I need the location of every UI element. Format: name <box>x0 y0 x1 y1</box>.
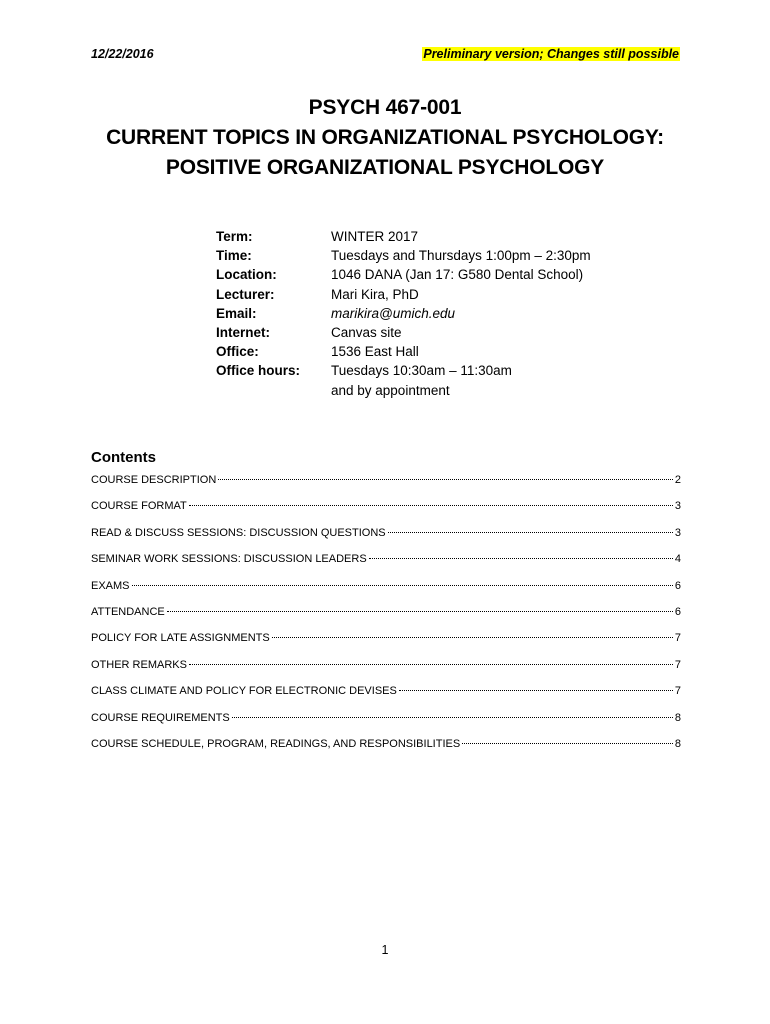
info-row <box>216 265 591 284</box>
info-label: Office hours: <box>216 363 301 379</box>
course-title-block <box>0 93 770 183</box>
toc-entry-title: COURSE REQUIREMENTS <box>91 711 230 724</box>
info-value: Tuesdays 10:30am – 11:30am <box>331 363 512 379</box>
toc-entry-page: 7 <box>674 658 681 671</box>
toc-entry[interactable] <box>91 735 681 761</box>
toc-dot-leader <box>189 664 673 665</box>
toc-entry[interactable] <box>91 577 681 603</box>
info-value: Canvas site <box>331 324 402 340</box>
toc-entry-page: 8 <box>674 711 681 724</box>
info-value: and by appointment <box>331 382 450 398</box>
toc-dot-leader <box>272 637 673 638</box>
toc-dot-leader <box>132 585 673 586</box>
toc-entry-page: 8 <box>674 737 681 750</box>
toc-dot-leader <box>218 479 673 480</box>
toc-entry-title: OTHER REMARKS <box>91 658 187 671</box>
info-label: Lecturer: <box>216 286 275 302</box>
info-row <box>216 361 591 380</box>
toc-dot-leader <box>399 690 673 691</box>
toc-dot-leader <box>388 532 673 533</box>
info-row <box>216 342 591 361</box>
toc-entry-title: POLICY FOR LATE ASSIGNMENTS <box>91 632 270 645</box>
toc-entry-title: COURSE SCHEDULE, PROGRAM, READINGS, AND RESPONSIBILITIES <box>91 737 461 750</box>
toc-entry[interactable] <box>91 629 681 655</box>
info-value: 1046 DANA (Jan 17: G580 Dental School) <box>331 267 584 283</box>
toc-entry[interactable] <box>91 656 681 682</box>
toc-entry-title: SEMINAR WORK SESSIONS: DISCUSSION LEADERS <box>91 553 367 566</box>
toc-entry-title: COURSE FORMAT <box>91 500 187 513</box>
preliminary-version-note: Preliminary version; Changes still possible <box>423 47 679 61</box>
toc-dot-leader <box>167 611 673 612</box>
toc-entry-page: 7 <box>674 632 681 645</box>
info-row <box>216 381 591 400</box>
course-code-title: PSYCH 467-001 <box>308 96 462 119</box>
info-label: Term: <box>216 229 253 244</box>
info-row <box>216 285 591 304</box>
info-label: Office: <box>216 344 259 360</box>
table-of-contents <box>91 471 681 761</box>
info-value: 1536 East Hall <box>331 344 419 360</box>
toc-dot-leader <box>369 558 673 559</box>
info-value: WINTER 2017 <box>331 229 419 244</box>
course-title-line-2: POSITIVE ORGANIZATIONAL PSYCHOLOGY <box>165 156 605 179</box>
toc-entry-page: 2 <box>674 474 681 486</box>
info-label <box>216 381 331 400</box>
toc-entry-title: READ & DISCUSS SESSIONS: DISCUSSION QUESTIONS <box>91 526 386 539</box>
toc-entry-page: 4 <box>674 553 681 566</box>
toc-entry[interactable] <box>91 497 681 523</box>
info-row <box>216 246 591 265</box>
toc-entry-page: 6 <box>674 579 681 592</box>
toc-entry[interactable] <box>91 524 681 550</box>
toc-entry[interactable] <box>91 682 681 708</box>
header-date: 12/22/2016 <box>91 47 154 61</box>
info-value: Tuesdays and Thursdays 1:00pm – 2:30pm <box>331 248 591 264</box>
info-row <box>216 304 591 323</box>
toc-dot-leader <box>189 505 673 506</box>
info-value: marikira@umich.edu <box>331 305 455 321</box>
toc-dot-leader <box>462 743 673 744</box>
info-label: Internet: <box>216 324 270 340</box>
toc-entry-title: CLASS CLIMATE AND POLICY FOR ELECTRONIC DEVISES <box>91 685 397 698</box>
course-title-line-1: CURRENT TOPICS IN ORGANIZATIONAL PSYCHOLOGY: <box>106 126 664 149</box>
toc-entry[interactable] <box>91 603 681 629</box>
info-value: Mari Kira, PhD <box>331 286 419 302</box>
toc-entry[interactable] <box>91 471 681 497</box>
toc-entry-title: ATTENDANCE <box>91 605 165 618</box>
toc-entry[interactable] <box>91 550 681 576</box>
toc-entry-page: 3 <box>674 526 681 539</box>
toc-entry-page: 7 <box>674 685 681 698</box>
contents-heading: Contents <box>91 449 156 466</box>
info-label: Time: <box>216 248 252 264</box>
toc-entry-title: COURSE DESCRIPTION <box>91 474 217 486</box>
toc-entry-page: 6 <box>674 605 681 618</box>
toc-entry-title: EXAMS <box>91 579 130 592</box>
info-row <box>216 227 591 246</box>
info-row <box>216 323 591 342</box>
course-info-table <box>216 227 591 400</box>
info-label: Email: <box>216 305 257 321</box>
info-label: Location: <box>216 267 277 283</box>
toc-dot-leader <box>232 717 673 718</box>
toc-entry[interactable] <box>91 709 681 735</box>
toc-entry-page: 3 <box>674 500 681 513</box>
page-number: 1 <box>381 943 389 957</box>
